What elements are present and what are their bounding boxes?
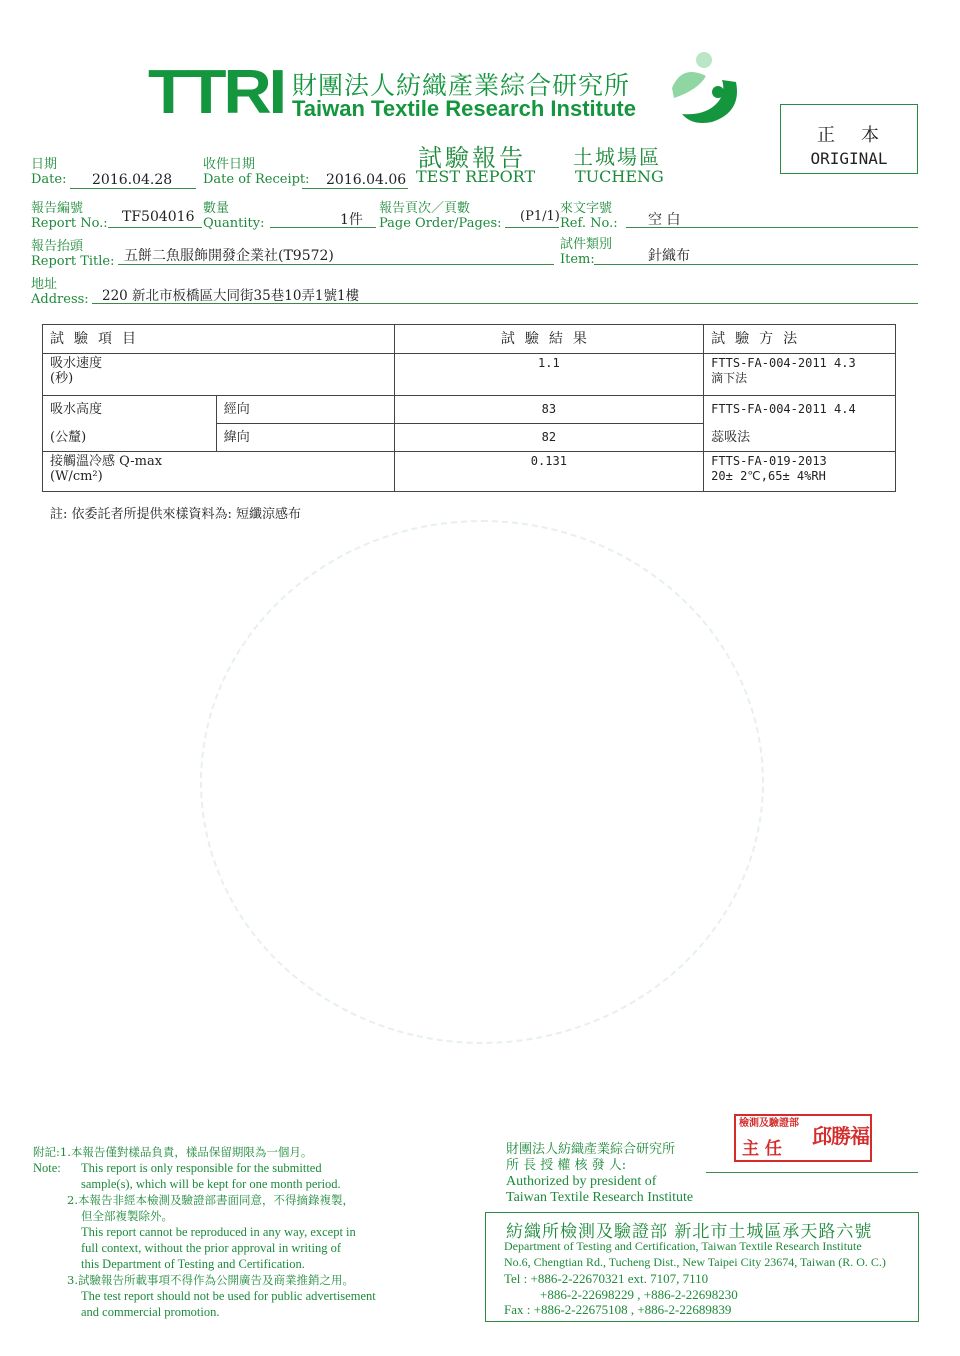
header-test-item: 試驗項目 [43, 325, 395, 354]
receipt-date-value: 2016.04.06 [326, 172, 407, 188]
date-value: 2016.04.28 [92, 172, 173, 188]
original-label-zh: 正本 [817, 125, 905, 146]
row3-method: FTTS-FA-019-2013 [711, 454, 827, 468]
item-value: 針織布 [648, 248, 690, 264]
table-header-row [43, 325, 896, 354]
original-label-en: ORIGINAL [810, 149, 888, 168]
table-row [43, 452, 896, 492]
remark-2-en-c: this Department of Testing and Certification. [81, 1257, 305, 1271]
remark-label: 附記: [33, 1145, 60, 1159]
report-title-label: 報告抬頭 Report Title: [31, 239, 115, 269]
dept-address: No.6, Chengtian Rd., Tucheng Dist., New Taipei City 23674, Taiwan (R. O. C.) [504, 1255, 886, 1269]
address-label: 地址 Address: [31, 277, 89, 307]
remark-2-en-b: full context, without the prior approval in writing of [81, 1241, 342, 1255]
tel-line-2: +886-2-22698229 , +886-2-22698230 [540, 1287, 738, 1302]
sample-note: 註: 依委託者所提供來樣資料為: 短纖涼感布 [50, 507, 302, 522]
header-test-method: 試驗方法 [704, 325, 896, 354]
stamp-title: 主 任 [742, 1139, 782, 1159]
row1-method-name: 滴下法 [711, 371, 748, 385]
row1-unit: (秒) [50, 371, 74, 386]
auth-en-a: Authorized by president of [506, 1174, 657, 1189]
receipt-date-label: 收件日期 Date of Receipt: [203, 157, 310, 187]
header-test-result: 試驗結果 [394, 325, 704, 354]
remark-1-en-b: sample(s), which will be kept for one month period. [81, 1177, 341, 1191]
table-row [43, 354, 896, 396]
fax-line: Fax : +886-2-22675108 , +886-2-22689839 [504, 1302, 732, 1317]
row2-sub2: 緯向 [216, 424, 394, 452]
row2-result2: 82 [394, 424, 704, 452]
row2-result1: 83 [394, 396, 704, 424]
org-name-zh: 財團法人紡織產業綜合研究所 [292, 71, 631, 100]
department-contact-box [485, 1212, 919, 1322]
item-label: 試件類別 Item: [560, 237, 613, 267]
row1-method: FTTS-FA-004-2011 4.3 [711, 356, 856, 370]
report-no-label: 報告編號 Report No.: [31, 201, 108, 231]
quantity-label: 數量 Quantity: [203, 201, 265, 231]
row1-result: 1.1 [394, 354, 704, 396]
row2-unit: (公釐) [43, 424, 217, 452]
row1-item: 吸水速度 [50, 356, 103, 371]
ref-no-value: 空 白 [648, 212, 681, 228]
test-results-table [42, 324, 896, 492]
quantity-value: 1件 [340, 212, 363, 228]
org-name-en: Taiwan Textile Research Institute [292, 96, 636, 121]
report-no-value: TF504016 [122, 209, 195, 225]
row2-method-name: 蕊吸法 [704, 424, 896, 452]
auth-org-zh: 財團法人紡織產業綜合研究所 [506, 1142, 676, 1157]
table-row [43, 424, 896, 452]
auth-signer-zh: 所 長 授 權 核 發 人: [506, 1158, 627, 1173]
ttri-logo-text: TTRI [148, 58, 284, 127]
remark-2-zh-a: 2.本報告非經本檢測及驗證部書面同意，不得摘錄複製， [67, 1193, 354, 1207]
certification-watermark [200, 520, 764, 1044]
location-en: TUCHENG [575, 167, 664, 186]
remarks-block [33, 1144, 423, 1320]
row2-method: FTTS-FA-004-2011 4.4 [704, 396, 896, 424]
original-copy-box [780, 104, 918, 174]
row3-item: 接觸溫冷感 Q-max [50, 454, 163, 469]
dept-name-zh: 紡織所檢測及驗證部 新北市土城區承天路六號 [506, 1222, 873, 1242]
remark-3-en-b: and commercial promotion. [81, 1305, 220, 1319]
auth-en-b: Taiwan Textile Research Institute [506, 1190, 694, 1205]
row3-unit: (W/cm²) [50, 469, 103, 484]
tel-line-1: Tel : +886-2-22670321 ext. 7107, 7110 [504, 1271, 709, 1286]
report-title-value: 五餅二魚服飾開發企業社(T9572) [124, 248, 334, 264]
row3-result: 0.131 [394, 452, 704, 492]
remark-2-zh-b: 但全部複製除外。 [81, 1209, 173, 1223]
note-label: Note: [33, 1161, 61, 1175]
page-order-label: 報告頁次／頁數 Page Order/Pages: [379, 201, 502, 231]
remark-1-zh: 1.本報告僅對樣品負責，樣品保留期限為一個月。 [59, 1145, 313, 1159]
report-title-zh: 試驗報告 [418, 144, 526, 172]
location-zh: 土城場區 [573, 145, 661, 169]
date-label: 日期 Date: [31, 157, 67, 187]
stamp-dept: 檢測及驗證部 [739, 1118, 799, 1129]
remark-3-en-a: The test report should not be used for public advertisement [81, 1289, 376, 1303]
row3-condition: 20± 2℃,65± 4%RH [711, 469, 826, 483]
table-row [43, 396, 896, 424]
director-seal-stamp [734, 1114, 872, 1162]
row2-item: 吸水高度 [43, 396, 217, 424]
ttri-emblem-icon [662, 46, 746, 126]
stamp-name: 邱勝福 [812, 1124, 869, 1148]
remark-3-zh: 3.試驗報告所載事項不得作為公開廣告及商業推銷之用。 [67, 1273, 354, 1287]
report-title-en: TEST REPORT [416, 167, 536, 186]
page-order-value: (P1/1) [520, 209, 560, 224]
remark-2-en-a: This report cannot be reproduced in any way, except in [81, 1225, 356, 1239]
remark-1-en-a: This report is only responsible for the submitted [81, 1161, 322, 1175]
address-value: 220 新北市板橋區大同街35巷10弄1號1樓 [102, 288, 360, 304]
dept-name-en: Department of Testing and Certification, Taiwan Textile Research Institute [504, 1239, 862, 1253]
row2-sub1: 經向 [216, 396, 394, 424]
ref-no-label: 來文字號 Ref. No.: [560, 201, 618, 231]
